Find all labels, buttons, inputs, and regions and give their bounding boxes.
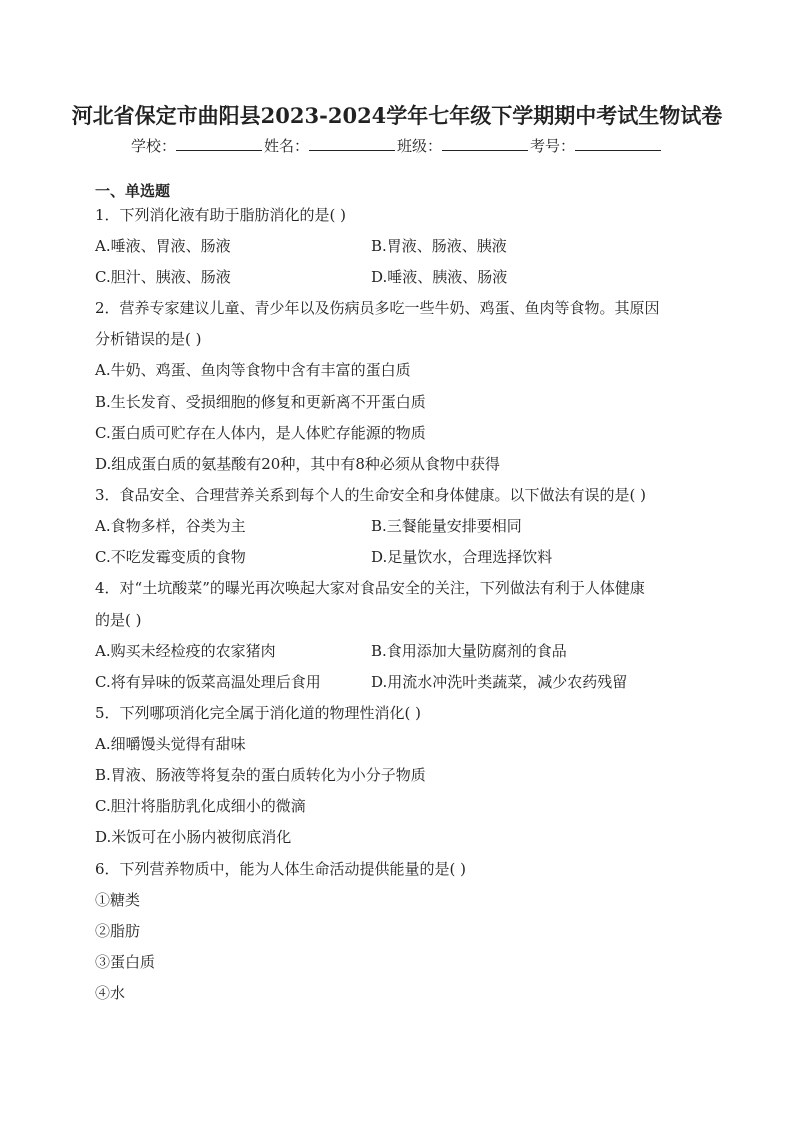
q6-item-1: ①糖类	[95, 891, 141, 909]
q1-option-c: C.胆汁、胰液、肠液	[95, 268, 231, 286]
q2-stem-line1: 2．营养专家建议儿童、青少年以及伤病员多吃一些牛奶、鸡蛋、鱼肉等食物。其原因	[95, 299, 660, 317]
q3-option-b: B.三餐能量安排要相同	[371, 517, 522, 535]
q4-stem-line2: 的是( )	[95, 611, 142, 629]
q4-option-c: C.将有异味的饭菜高温处理后食用	[95, 673, 321, 691]
q5-option-a: A.细嚼馒头觉得有甜味	[95, 735, 246, 753]
q6-item-2: ②脂肪	[95, 922, 141, 940]
q2-option-c: C.蛋白质可贮存在人体内，是人体贮存能源的物质	[95, 424, 426, 442]
q3-option-c: C.不吃发霉变质的食物	[95, 548, 246, 566]
class-label: 班级：	[397, 137, 443, 155]
q3-option-a: A.食物多样，谷类为主	[95, 517, 246, 535]
q5-option-b: B.胃液、肠液等将复杂的蛋白质转化为小分子物质	[95, 766, 426, 784]
q3-option-d: D.足量饮水，合理选择饮料	[371, 548, 553, 566]
q4-option-d: D.用流水冲洗叶类蔬菜，减少农药残留	[371, 673, 628, 691]
name-label: 姓名：	[263, 137, 309, 155]
school-label: 学校：	[130, 137, 176, 155]
q5-stem: 5．下列哪项消化完全属于消化道的物理性消化( )	[95, 704, 422, 722]
q3-stem: 3．食品安全、合理营养关系到每个人的生命安全和身体健康。以下做法有误的是( )	[95, 486, 647, 504]
class-blank[interactable]	[442, 136, 528, 151]
q2-option-b: B.生长发育、受损细胞的修复和更新离不开蛋白质	[95, 393, 426, 411]
school-blank[interactable]	[176, 136, 262, 151]
q2-stem-line2: 分析错误的是( )	[95, 330, 202, 348]
q1-stem: 1．下列消化液有助于脂肪消化的是( )	[95, 206, 347, 224]
q2-option-a: A.牛奶、鸡蛋、鱼肉等食物中含有丰富的蛋白质	[95, 361, 411, 379]
q4-option-b: B.食用添加大量防腐剂的食品	[371, 642, 567, 660]
q1-option-d: D.唾液、胰液、肠液	[371, 268, 508, 286]
q6-item-4: ④水	[95, 984, 126, 1002]
section-heading: 一、单选题	[95, 182, 171, 200]
number-blank[interactable]	[575, 136, 661, 151]
exam-title: 河北省保定市曲阳县2023-2024学年七年级下学期期中考试生物试卷	[71, 103, 723, 128]
q4-stem-line1: 4．对“土坑酸菜”的曝光再次唤起大家对食品安全的关注，下列做法有利于人体健康	[95, 579, 645, 597]
q6-item-3: ③蛋白质	[95, 953, 156, 971]
q1-option-b: B.胃液、肠液、胰液	[371, 237, 507, 255]
q2-option-d: D.组成蛋白质的氨基酸有20种，其中有8种必须从食物中获得	[95, 455, 500, 473]
name-blank[interactable]	[309, 136, 395, 151]
q1-option-a: A.唾液、胃液、肠液	[95, 237, 231, 255]
number-label: 考号：	[530, 137, 576, 155]
q5-option-c: C.胆汁将脂肪乳化成细小的微滴	[95, 797, 306, 815]
q4-option-a: A.购买未经检疫的农家猪肉	[95, 642, 276, 660]
q6-stem: 6．下列营养物质中，能为人体生命活动提供能量的是( )	[95, 860, 467, 878]
q5-option-d: D.米饭可在小肠内被彻底消化	[95, 828, 292, 846]
student-info-line	[0, 135, 794, 156]
